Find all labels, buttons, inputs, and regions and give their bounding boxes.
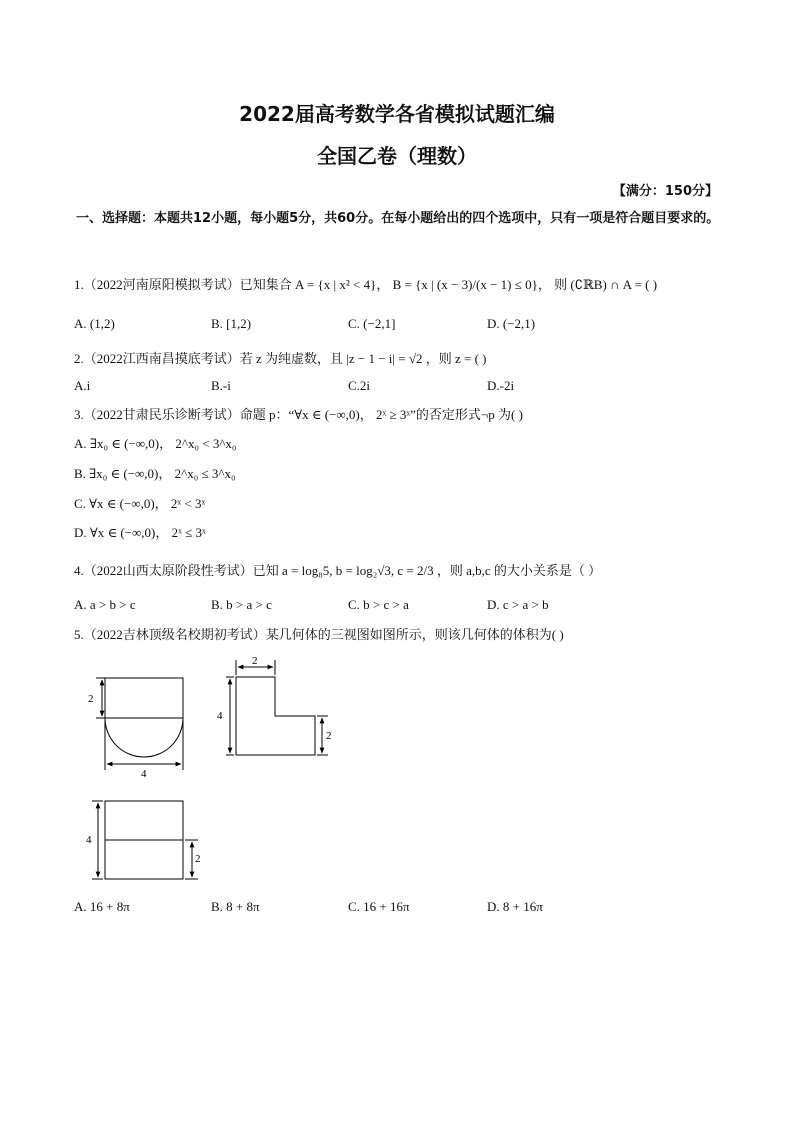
option-d: D.-2i xyxy=(487,378,515,393)
question-3-option-d: D. ∀x ∈ (−∞,0)， 2ˣ ≤ 3ˣ xyxy=(74,525,206,540)
question-3-stem: 3.（2022甘肃民乐诊断考试）命题 p：“∀x ∈ (−∞,0)， 2ˣ ≥ 3ˣ”的否定形式¬p 为( ) xyxy=(74,407,523,422)
option-b: B. 8 + 8π xyxy=(211,899,260,914)
label-side-height: 4 xyxy=(217,710,223,722)
option-a: A. a > b > c xyxy=(74,597,136,612)
label-front-width: 4 xyxy=(141,768,147,780)
full-score: 【满分：150分】 xyxy=(612,184,718,199)
option-c: C.2i xyxy=(348,378,371,393)
question-2-stem: 2.（2022江西南昌摸底考试）若 z 为纯虚数，且 |z − 1 − i| = √2 ，则 z = ( ) xyxy=(74,351,487,366)
label-front-height: 2 xyxy=(88,693,94,705)
option-c: C. b > c > a xyxy=(348,597,409,612)
question-3-option-a: A. ∃x₀ ∈ (−∞,0)， 2^x₀ < 3^x₀ xyxy=(74,436,237,451)
option-c: C. 16 + 16π xyxy=(348,899,410,914)
question-3-option-b: B. ∃x₀ ∈ (−∞,0)， 2^x₀ ≤ 3^x₀ xyxy=(74,466,236,481)
document-title: 2022届高考数学各省模拟试题汇编 xyxy=(239,102,555,126)
option-b: B. b > a > c xyxy=(211,597,272,612)
front-view xyxy=(96,678,183,770)
label-side-top: 2 xyxy=(252,655,258,667)
question-1-stem: 1.（2022河南原阳模拟考试）已知集合 A = {x | x² < 4}， B = {x | (x − 3)/(x − 1) ≤ 0}， 则 (∁ℝB) ∩ A = ( ) xyxy=(74,277,658,292)
option-d: D. c > a > b xyxy=(487,597,549,612)
side-view xyxy=(226,660,328,755)
section-heading: 一、选择题：本题共12小题，每小题5分，共60分。在每小题给出的四个选项中，只有一项是符合题目要求的。 xyxy=(76,211,720,226)
option-a: A. (1,2) xyxy=(74,316,115,331)
option-c: C. (−2,1] xyxy=(348,316,396,331)
question-4-stem: 4.（2022山西太原阶段性考试）已知 a = log₈5, b = log₂√3, c = 2/3 ，则 a,b,c 的大小关系是（ ） xyxy=(74,563,602,578)
option-b: B. [1,2) xyxy=(211,316,252,331)
option-d: D. (−2,1) xyxy=(487,316,536,331)
document-subtitle: 全国乙卷（理数） xyxy=(317,144,477,168)
label-side-step: 2 xyxy=(326,730,332,742)
option-b: B.-i xyxy=(211,378,231,393)
label-top-step: 2 xyxy=(195,853,201,865)
question-3-option-c: C. ∀x ∈ (−∞,0)， 2ˣ < 3ˣ xyxy=(74,496,206,511)
option-a: A.i xyxy=(74,378,91,393)
top-view xyxy=(92,801,198,879)
label-top-height: 4 xyxy=(86,834,92,846)
option-d: D. 8 + 16π xyxy=(487,899,543,914)
option-a: A. 16 + 8π xyxy=(74,899,130,914)
question-5-stem: 5.（2022吉林顶级名校期初考试）某几何体的三视图如图所示，则该几何体的体积为( ) xyxy=(74,627,564,642)
